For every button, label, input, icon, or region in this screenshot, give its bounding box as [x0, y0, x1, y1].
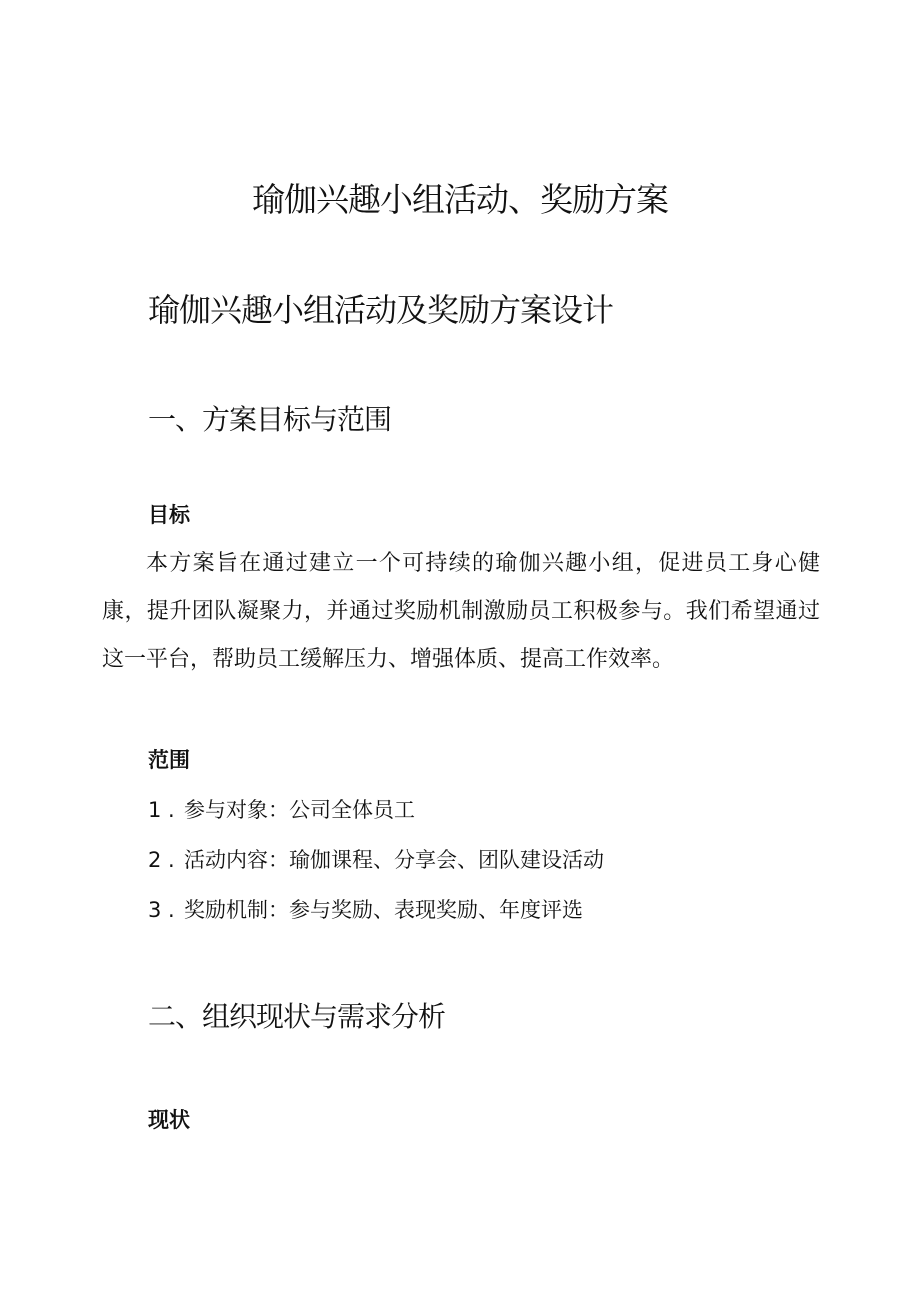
section-1-heading: 一、方案目标与范围	[148, 403, 392, 436]
goal-paragraph: 本方案旨在通过建立一个可持续的瑜伽兴趣小组，促进员工身心健康，提升团队凝聚力，并通过奖励机制激励员工积极参与。我们希望通过这一平台，帮助员工缓解压力、增强体质、提高工作效率。	[102, 551, 820, 672]
list-item-number: 2 .	[148, 848, 175, 872]
list-item	[148, 895, 583, 925]
list-item	[148, 845, 604, 875]
goal-heading: 目标	[148, 503, 190, 527]
section-2-heading: 二、组织现状与需求分析	[148, 1000, 446, 1033]
list-item-text: 活动内容：瑜伽课程、分享会、团队建设活动	[184, 848, 604, 872]
status-heading: 现状	[148, 1108, 190, 1132]
list-item	[148, 795, 415, 825]
list-item-text: 奖励机制：参与奖励、表现奖励、年度评选	[184, 898, 583, 922]
list-item-number: 3 .	[148, 898, 175, 922]
document-subtitle: 瑜伽兴趣小组活动及奖励方案设计	[148, 291, 614, 329]
scope-heading: 范围	[148, 748, 190, 772]
document-title: 瑜伽兴趣小组活动、奖励方案	[252, 180, 668, 219]
list-item-text: 参与对象：公司全体员工	[184, 798, 415, 822]
list-item-number: 1 .	[148, 798, 175, 822]
